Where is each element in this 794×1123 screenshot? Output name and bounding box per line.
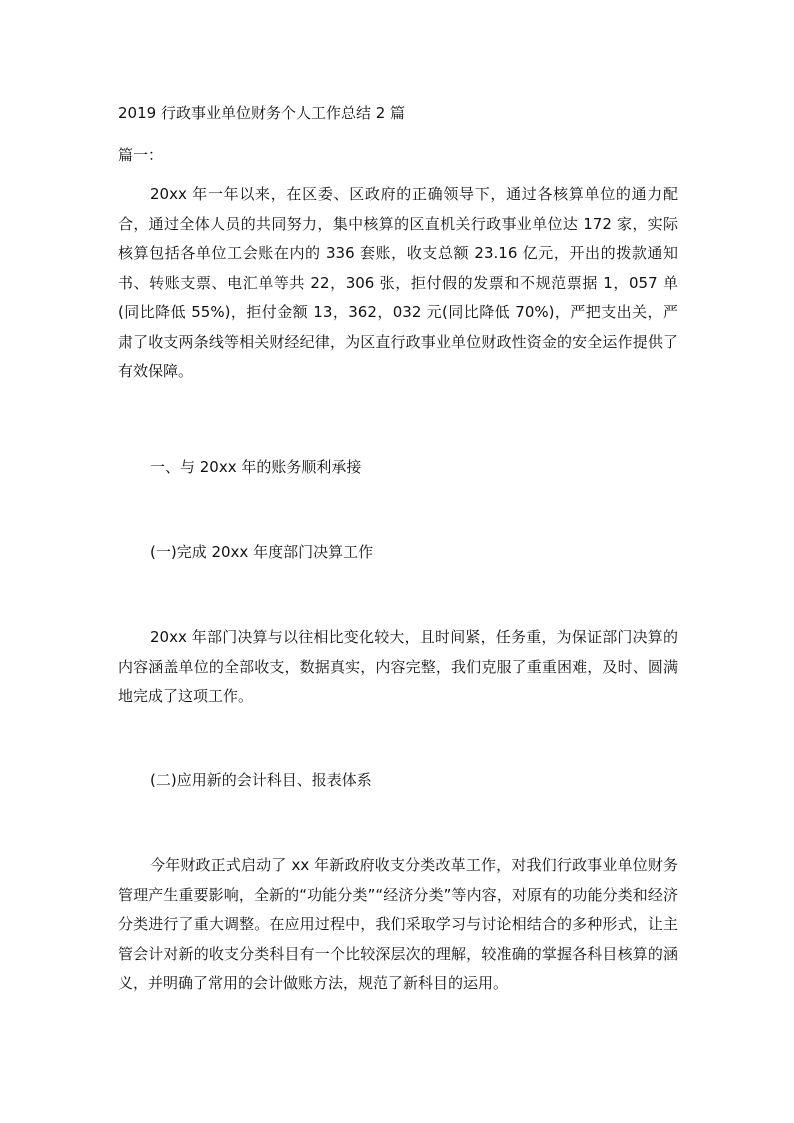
document-title: 2019 行政事业单位财务个人工作总结 2 篇 bbox=[118, 104, 406, 122]
intro-paragraph: 20xx 年一年以来，在区委、区政府的正确领导下，通过各核算单位的通力配合，通过全体人员的共同努力，集中核算的区直机关行政事业单位达 172 家，实际核算包括各单位工会账在内的 336 套账，收支总额 23.16 亿元，开出的拨款通知书、转账支票、电汇单等共 22，306 张，拒付假的发票和不规范票据 1，057 单(同比降低 55%)，拒付金额 13，362，032 元(同比降低 70%)，严把支出关，严肃了收支两条线等相关财经纪律，为区直行政事业单位财政性资金的安全运作提供了有效保障。 bbox=[118, 185, 678, 380]
subsection-heading-1: (一)完成 20xx 年度部门决算工作 bbox=[150, 543, 374, 561]
subsection-2-paragraph: 今年财政正式启动了 xx 年新政府收支分类改革工作，对我们行政事业单位财务管理产生重要影响，全新的“功能分类”“经济分类”等内容，对原有的功能分类和经济分类进行了重大调整。在应用过程中，我们采取学习与讨论相结合的多种形式，让主管会计对新的收支分类科目有一个比较深层次的理解，较准确的掌握各科目核算的涵义，并明确了常用的会计做账方法，规范了新科目的运用。 bbox=[118, 856, 678, 992]
subsection-heading-2: (二)应用新的会计科目、报表体系 bbox=[150, 771, 372, 789]
subsection-1-paragraph: 20xx 年部门决算与以往相比变化较大，且时间紧，任务重，为保证部门决算的内容涵盖单位的全部收支，数据真实，内容完整，我们克服了重重困难，及时、圆满地完成了这项工作。 bbox=[118, 628, 678, 705]
part-label: 篇一： bbox=[118, 146, 164, 164]
section-heading-1: 一、与 20xx 年的账务顺利承接 bbox=[150, 458, 362, 476]
